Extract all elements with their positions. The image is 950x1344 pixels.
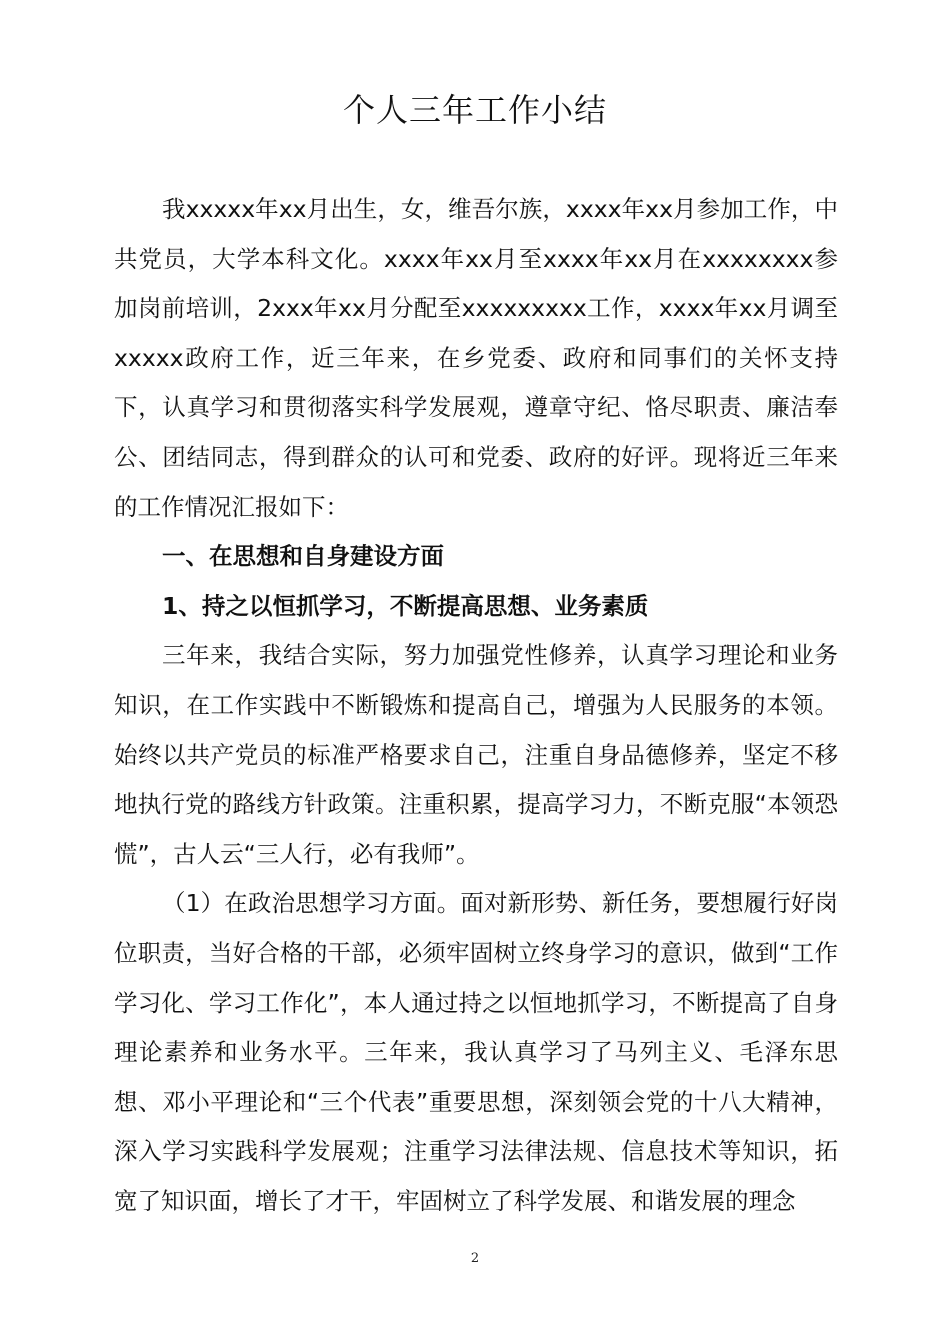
document-title: 个人三年工作小结	[342, 91, 607, 129]
section-heading: 一、在思想和自身建设方面	[162, 542, 444, 571]
intro-paragraph: 我xxxxx年xx月出生，女，维吾尔族，xxxx年xx月参加工作，中共党员，大学本科文化。xxxx年xx月至xxxx年xx月在xxxxxxxx参加岗前培训，2xxx年xx月分配至xxxxxxxxx工作，xxxx年xx月调至xxxxx政府工作，近三年来，在乡党委、政府和同事们的关怀支持下，认真学习和贯彻落实科学发展观，遵章守纪、恪尽职责、廉洁奉公、团结同志，得到群众的认可和党委、政府的好评。现将近三年来的工作情况汇报如下：	[114, 195, 838, 521]
political-study-paragraph: （1）在政治思想学习方面。面对新形势、新任务，要想履行好岗位职责，当好合格的干部，必须牢固树立终身学习的意识，做到“工作学习化、学习工作化”，本人通过持之以恒地抓学习，不断提高了自身理论素养和业务水平。三年来，我认真学习了马列主义、毛泽东思想、邓小平理论和“三个代表”重要思想，深刻领会党的十八大精神，深入学习实践科学发展观；注重学习法律法规、信息技术等知识，拓宽了知识面，增长了才干，牢固树立了科学发展、和谐发展的理念	[114, 889, 838, 1215]
document-body	[114, 185, 838, 1226]
page-number: 2	[470, 1251, 480, 1266]
subsection-heading: 1、持之以恒抓学习，不断提高思想、业务素质	[162, 591, 649, 620]
study-paragraph: 三年来，我结合实际，努力加强党性修养，认真学习理论和业务知识，在工作实践中不断锻炼和提高自己，增强为人民服务的本领。始终以共产党员的标准严格要求自己，注重自身品德修养，坚定不移地执行党的路线方针政策。注重积累，提高学习力，不断克服“本领恐慌”，古人云“三人行，必有我师”。	[114, 641, 838, 868]
